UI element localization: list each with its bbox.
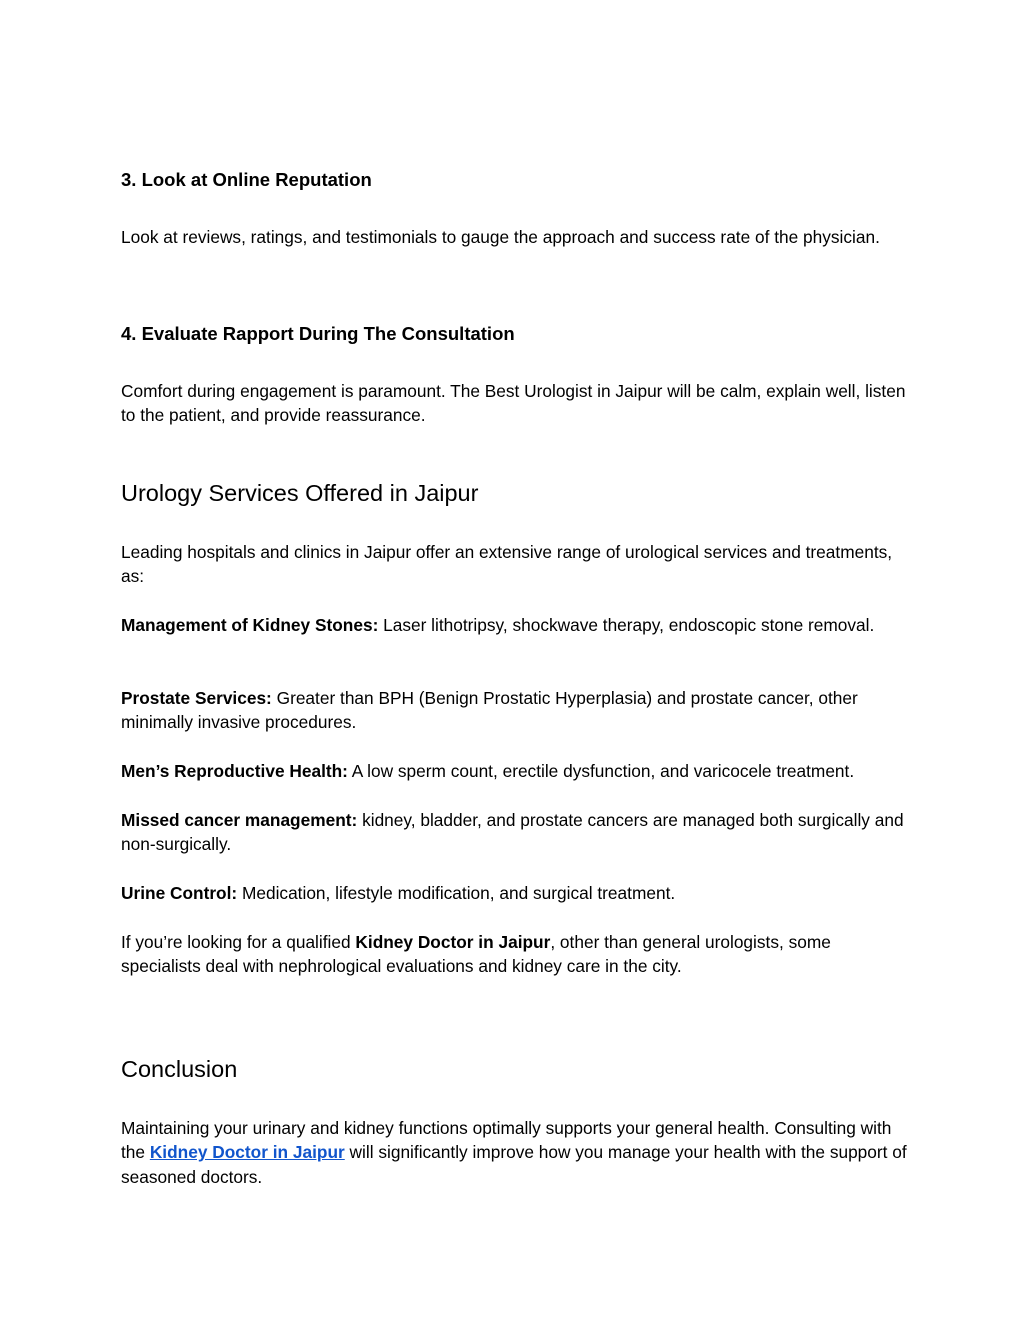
service-item-text: Greater than BPH (Benign Prostatic Hyperplasia) and prostate cancer, other minimally invasive procedures. — [121, 688, 858, 733]
service-item-kidney-stones — [121, 613, 911, 637]
conclusion-heading: Conclusion — [121, 1056, 238, 1082]
service-item-label: Men’s Reproductive Health: — [121, 761, 348, 781]
conclusion-body-before: Maintaining your urinary and kidney functions optimally supports your general health. Consulting with the — [121, 1118, 892, 1163]
services-closing — [121, 930, 911, 979]
services-closing-bold: Kidney Doctor in Jaipur — [355, 932, 551, 952]
service-item-label: Missed cancer management: — [121, 810, 358, 830]
service-item-label: Management of Kidney Stones: — [121, 615, 379, 635]
service-item-cancer-management — [121, 808, 911, 857]
section-4-heading: 4. Evaluate Rapport During The Consultation — [121, 323, 515, 344]
kidney-doctor-link[interactable]: Kidney Doctor in Jaipur — [149, 1142, 345, 1163]
service-item-text: A low sperm count, erectile dysfunction, and varicocele treatment. — [347, 761, 855, 781]
services-heading: Urology Services Offered in Jaipur — [121, 480, 479, 506]
service-item-text: kidney, bladder, and prostate cancers are managed both surgically and non-surgically. — [121, 810, 904, 855]
service-item-urine-control — [121, 881, 911, 905]
conclusion-body-after: will significantly improve how you manage your health with the support of seasoned doctors. — [121, 1142, 907, 1187]
section-3-heading: 3. Look at Online Reputation — [121, 169, 372, 190]
section-4-body: Comfort during engagement is paramount. The Best Urologist in Jaipur will be calm, explain well, listen to the patient, and provide reassurance. — [121, 381, 906, 426]
service-item-text: Medication, lifestyle modification, and surgical treatment. — [237, 883, 676, 903]
services-closing-after: , other than general urologists, some specialists deal with nephrological evaluations and kidney care in the city. — [121, 932, 831, 977]
section-3-body: Look at reviews, ratings, and testimonials to gauge the approach and success rate of the physician. — [121, 227, 880, 247]
conclusion-body — [121, 1116, 911, 1189]
services-intro: Leading hospitals and clinics in Jaipur offer an extensive range of urological services and treatments, as: — [121, 542, 893, 587]
service-item-label: Urine Control: — [121, 883, 238, 903]
service-item-label: Prostate Services: — [121, 688, 272, 708]
service-item-prostate — [121, 686, 911, 735]
services-closing-before: If you’re looking for a qualified — [121, 932, 356, 952]
service-item-text: Laser lithotripsy, shockwave therapy, endoscopic stone removal. — [378, 615, 875, 635]
service-item-reproductive-health — [121, 759, 921, 783]
